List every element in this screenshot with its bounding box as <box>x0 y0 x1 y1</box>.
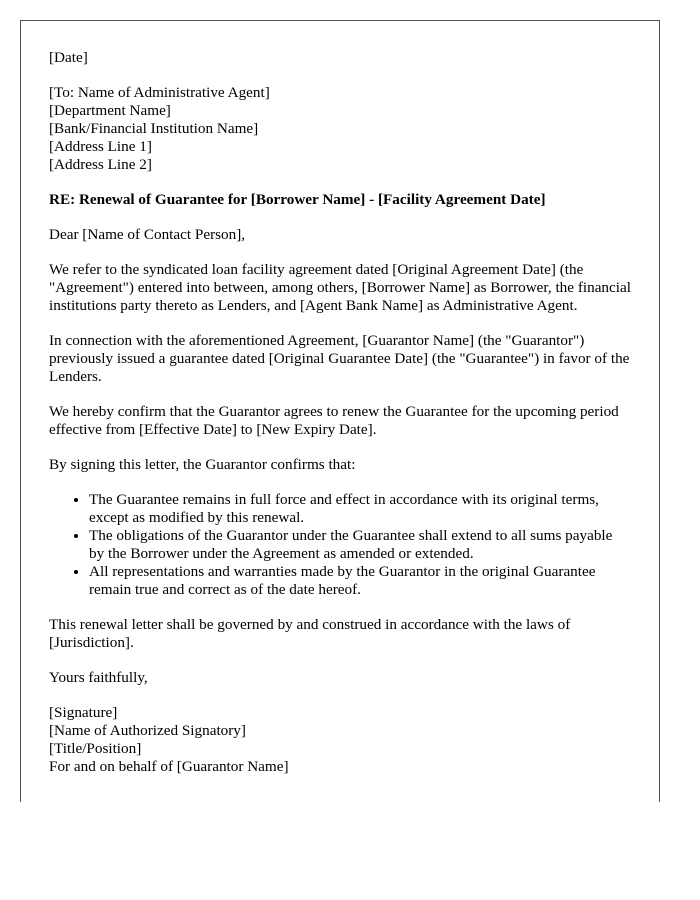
signature-placeholder: [Signature] <box>49 704 118 721</box>
signatory-title: [Title/Position] <box>49 740 142 757</box>
letter-date: [Date] <box>49 49 88 66</box>
signatory-name: [Name of Authorized Signatory] <box>49 722 246 739</box>
paragraph-confirmation-intro: By signing this letter, the Guarantor confirms that: <box>49 456 356 473</box>
confirmation-list <box>49 491 631 599</box>
recipient-address-line-2: [Address Line 2] <box>49 156 152 173</box>
on-behalf-of: For and on behalf of [Guarantor Name] <box>49 758 289 775</box>
salutation: Dear [Name of Contact Person], <box>49 226 246 243</box>
paragraph-governing-law: This renewal letter shall be governed by and construed in accordance with the laws of [Jurisdiction]. <box>49 616 571 651</box>
list-item: • The obligations of the Guarantor under the Guarantee shall extend to all sums payable by the Borrower under the Agreement as amended or extended. <box>89 527 631 563</box>
list-item: • All representations and warranties made by the Guarantor in the original Guarantee remain true and correct as of the date hereof. <box>89 563 631 599</box>
subject-line: RE: Renewal of Guarantee for [Borrower Name] - [Facility Agreement Date] <box>49 191 546 208</box>
recipient-address-line-1: [Address Line 1] <box>49 138 152 155</box>
recipient-institution: [Bank/Financial Institution Name] <box>49 120 259 137</box>
recipient-name: [To: Name of Administrative Agent] <box>49 84 270 101</box>
signature-block <box>49 704 631 776</box>
closing: Yours faithfully, <box>49 669 148 686</box>
recipient-address <box>49 84 631 174</box>
paragraph-guarantee: In connection with the aforementioned Agreement, [Guarantor Name] (the "Guarantor") previously issued a guarantee dated [Original Guarantee Date] (the "Guarantee") in favor of the Lenders. <box>49 332 630 385</box>
list-item: • The Guarantee remains in full force and effect in accordance with its original terms, except as modified by this renewal. <box>89 491 631 527</box>
paragraph-renewal: We hereby confirm that the Guarantor agrees to renew the Guarantee for the upcoming period effective from [Effective Date] to [New Expiry Date]. <box>49 403 619 438</box>
paragraph-agreement: We refer to the syndicated loan facility agreement dated [Original Agreement Date] (the "Agreement") entered into between, among others, [Borrower Name] as Borrower, the financial institutions party thereto as Lenders, and [Agent Bank Name] as Administrative Agent. <box>49 261 631 314</box>
recipient-department: [Department Name] <box>49 102 171 119</box>
letter-page <box>20 20 660 802</box>
